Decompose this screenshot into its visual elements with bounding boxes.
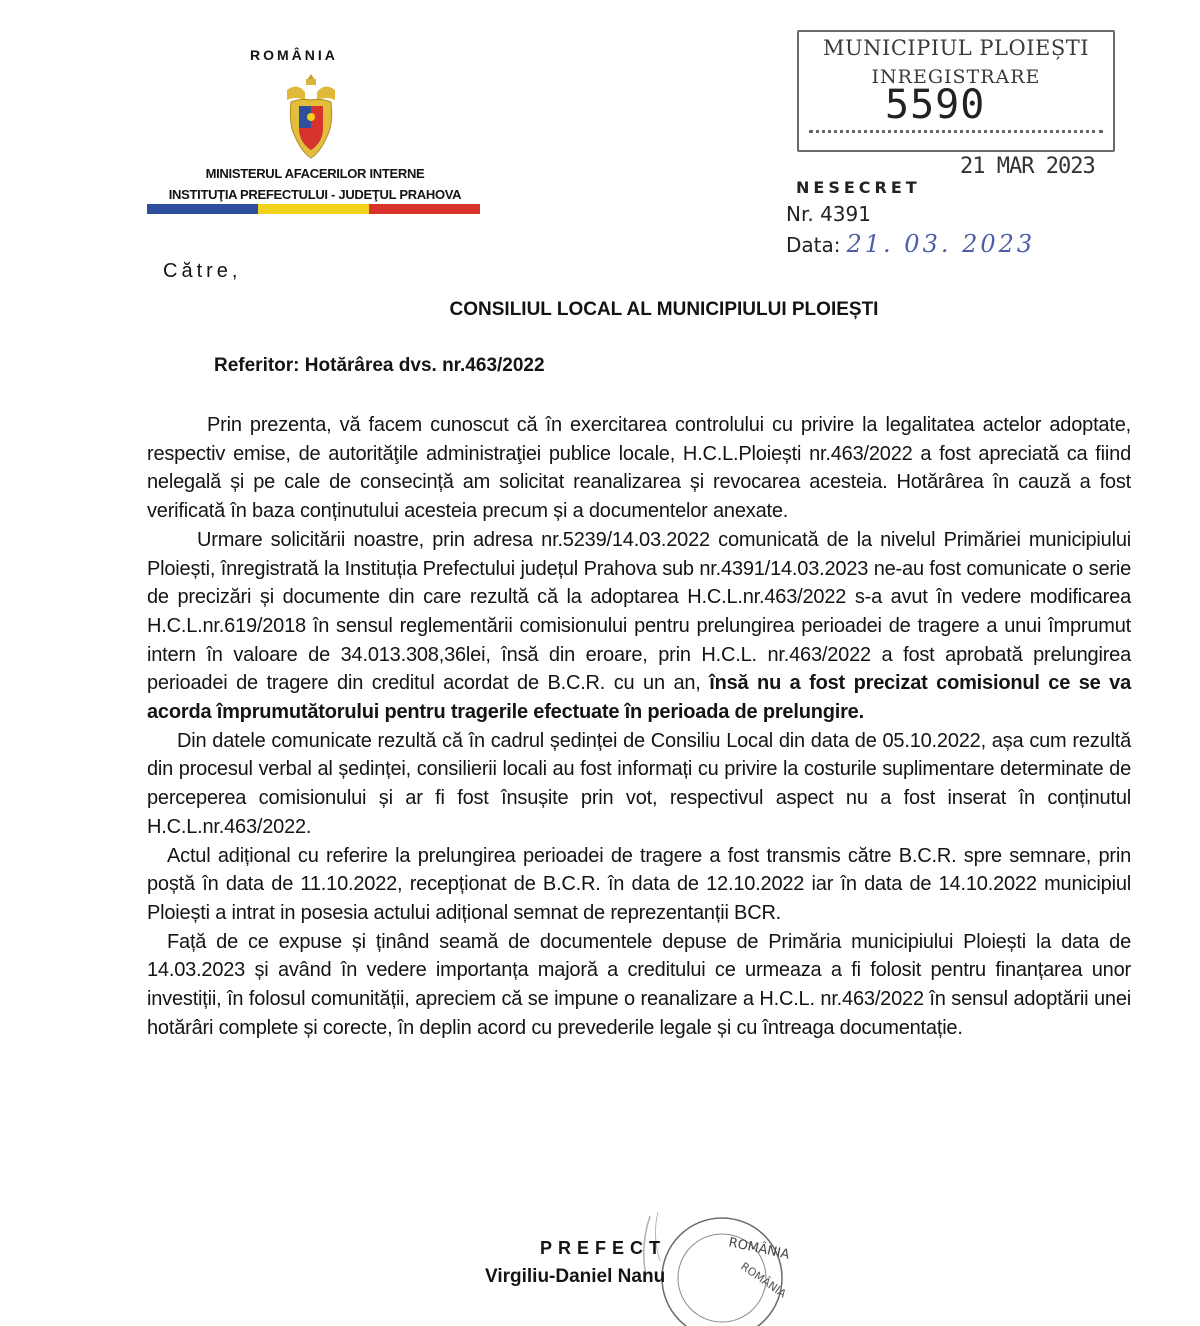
coat-of-arms-icon (283, 70, 339, 160)
paragraph-3: Din datele comunicate rezultă că în cadrul ședinței de Consiliu Local din data de 05.10.2022, așa cum rezultă din procesul verbal al ședinței, consilierii locali au fost informați cu privire la costurile suplimentare determinate de perceperea comisionului și ar fi fost însușite prin vot, respectivul aspect nu a fost inserat în conținutul H.C.L.nr.463/2022. (147, 729, 1131, 838)
ministry-name: MINISTERUL AFACERILOR INTERNE (205, 166, 425, 181)
reference-line: Referitor: Hotărârea dvs. nr.463/2022 (214, 355, 545, 376)
svg-text:ROMÂNIA: ROMÂNIA (738, 1259, 789, 1301)
signatory-name: Virgiliu-Daniel Nanu (485, 1266, 666, 1287)
paragraph-4: Actul adițional cu referire la prelungirea perioadei de tragere a fost transmis către B.C.R. spre semnare, prin poștă în data de 11.10.2022, recepționat de B.C.R. în data de 12.10.2022 iar în data de 14.10.2022 municipiul Ploiești a intrat in posesia actului adițional semnat de reprezentanții BCR. (147, 844, 1131, 924)
signatory-title: PREFECT (540, 1238, 667, 1258)
stamp-date: 21 MAR 2023 (960, 154, 1095, 179)
handwritten-date: 21. 03. 2023 (846, 230, 1036, 258)
tricolor-blue (147, 204, 258, 214)
institution-name: INSTITUŢIA PREFECTULUI - JUDEŢUL PRAHOVA (168, 187, 462, 202)
tricolor-yellow (258, 204, 369, 214)
document-number (786, 202, 871, 226)
registration-stamp (797, 30, 1115, 152)
letter-body (147, 411, 1131, 1042)
paragraph-2-emphasis: însă nu a fost precizat comisionul ce se va acorda împrumutătorului pentru tragerile efectuate în perioada de prelungire. (147, 672, 1132, 724)
stamp-dotted-line (809, 130, 1103, 133)
recipient-title: CONSILIUL LOCAL AL MUNICIPIULUI PLOIEȘTI (449, 299, 879, 320)
svg-text:ROMÂNIA: ROMÂNIA (727, 1235, 791, 1263)
stamp-municipality: MUNICIPIUL PLOIEȘTI (822, 36, 1090, 60)
nr-label: Nr. (786, 202, 814, 226)
paragraph-1: Prin prezenta, vă facem cunoscut că în exercitarea controlului cu privire la legalitatea actelor adoptate, respectiv emise, de autorităţile administraţiei publice locale, H.C.L.Ploiești nr.463/2022 a fost apreciată ca fiind nelegală și pe cale de consecință am solicitat reanalizarea și revocarea acesteia. Hotărârea în cauză a fost verificată în baza conținutului acesteia precum și a documentelor anexate. (147, 414, 1131, 523)
tricolor-red (369, 204, 480, 214)
paragraph-2 (147, 526, 1131, 727)
data-label: Data: (786, 233, 841, 257)
country-heading: ROMÂNIA (250, 47, 338, 63)
issuing-authority (150, 163, 480, 205)
stamp-label: INREGISTRARE (871, 66, 1041, 88)
paragraph-5: Față de ce expuse și ținând seamă de documentele depuse de Primăria municipiului Ploiești la data de 14.03.2023 și având în vedere importanța majoră a creditului ce urmeaza a fi folosit pentru finanțarea unor investiții, în folosul comunității, apreciem că se impune o reanalizare a H.C.L. nr.463/2022 în sensul adoptării unei hotărâri complete și corecte, în deplin acord cu prevederile legale și cu întreaga documentație. (147, 930, 1131, 1039)
salutation: Către, (163, 260, 242, 282)
stamp-number: 5590 (885, 82, 986, 128)
paragraph-2-text: Urmare solicitării noastre, prin adresa nr.5239/14.03.2022 comunicată de la nivelul Primăriei municipiului Ploiești, înregistrată la Instituția Prefectului județul Prahova sub nr.4391/14.03.2023 ne-au fost comunicate o serie de precizări și documente din care rezultă că la adoptarea H.C.L.nr.463/2022 s-a avut în vedere modificarea H.C.L.nr.619/2018 în sensul reglementării comisionului pentru prelungirea perioadei de tragere a unui împrumut intern în valoare de 34.013.308,36lei, însă din eroare, prin H.C.L. nr.463/2022 a fost aprobată prelungirea perioadei de tragere din creditul acordat de B.C.R. cu un an, (147, 528, 1131, 695)
nr-value: 4391 (820, 202, 871, 226)
document-date (786, 230, 1035, 258)
tricolor-bar (147, 204, 480, 214)
classification-label: NESECRET (796, 178, 921, 197)
